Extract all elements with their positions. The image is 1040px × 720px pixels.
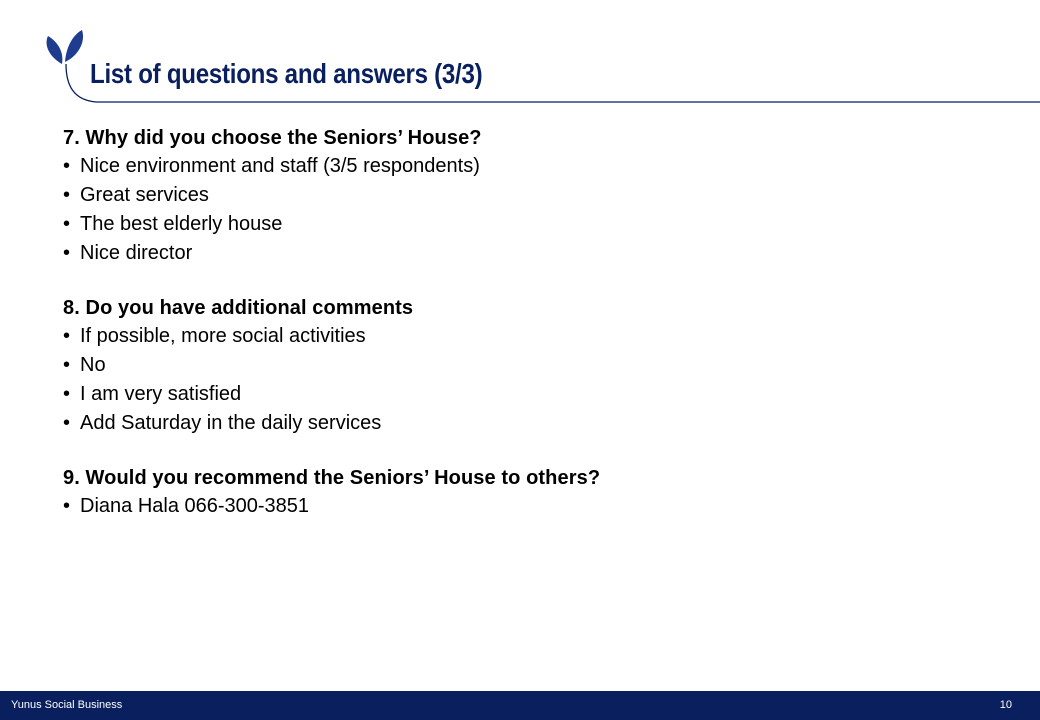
answer-item	[63, 322, 1003, 351]
answer-item	[63, 492, 1003, 521]
page-number: 10	[999, 699, 1012, 711]
answer-text: Nice environment and staff (3/5 respondents)	[80, 155, 480, 177]
answer-text: Nice director	[80, 242, 193, 264]
answer-text: If possible, more social activities	[80, 325, 366, 347]
bullet: •	[63, 155, 71, 177]
answer-list	[63, 322, 1003, 438]
question-section	[63, 464, 1003, 521]
bullet: •	[63, 383, 71, 405]
answer-text: I am very satisfied	[80, 383, 242, 405]
qa-content	[63, 124, 1003, 547]
bullet: •	[63, 184, 71, 206]
answer-item	[63, 380, 1003, 409]
answer-text: Add Saturday in the daily services	[80, 412, 382, 434]
answer-item	[63, 210, 1003, 239]
answer-list	[63, 152, 1003, 268]
footer-bar	[0, 691, 1040, 720]
answer-text: The best elderly house	[80, 213, 283, 235]
answer-item	[63, 409, 1003, 438]
bullet: •	[63, 412, 71, 434]
answer-item	[63, 351, 1003, 380]
bullet: •	[63, 325, 71, 347]
leaf-sprout-icon	[40, 26, 92, 104]
answer-item	[63, 152, 1003, 181]
answer-item	[63, 181, 1003, 210]
answer-item	[63, 239, 1003, 268]
title-underline	[0, 0, 1040, 110]
page-title: List of questions and answers (3/3)	[90, 58, 483, 89]
bullet: •	[63, 213, 71, 235]
question-section	[63, 294, 1003, 438]
question-section	[63, 124, 1003, 268]
answer-list	[63, 492, 1003, 521]
answer-text: No	[80, 354, 106, 376]
question-heading: 7. Why did you choose the Seniors’ House?	[63, 127, 482, 149]
answer-text: Great services	[80, 184, 209, 206]
question-heading: 8. Do you have additional comments	[63, 297, 414, 319]
bullet: •	[63, 242, 71, 264]
footer-brand: Yunus Social Business	[11, 699, 123, 711]
answer-text: Diana Hala 066-300-3851	[80, 495, 310, 517]
bullet: •	[63, 354, 71, 376]
question-heading: 9. Would you recommend the Seniors’ House to others?	[63, 467, 601, 489]
bullet: •	[63, 495, 71, 517]
